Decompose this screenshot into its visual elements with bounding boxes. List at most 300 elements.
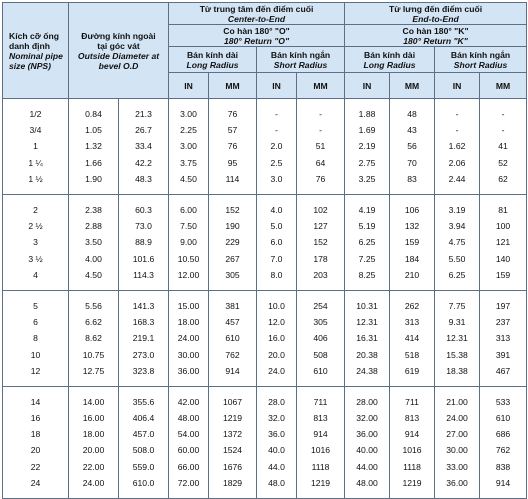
spacer-cell (257, 194, 297, 202)
spacer-cell (297, 187, 345, 195)
value-cell: 6.62 (69, 314, 119, 330)
nps-cell: 22 (3, 459, 69, 475)
spacer-cell (169, 99, 209, 107)
spacer-cell (390, 99, 435, 107)
value-cell: 1524 (209, 442, 257, 458)
table-row (3, 155, 527, 171)
unit-header-cell: IN (257, 73, 297, 99)
value-cell: 95 (209, 155, 257, 171)
value-cell: 711 (297, 394, 345, 410)
value-cell: 1.90 (69, 171, 119, 187)
value-cell: 323.8 (119, 363, 169, 379)
spacer-cell (69, 290, 119, 298)
value-cell: 12.00 (169, 267, 209, 283)
value-cell: 12.31 (345, 314, 390, 330)
value-cell: 12.31 (435, 330, 480, 346)
spacer-cell (209, 187, 257, 195)
value-cell: 28.0 (257, 394, 297, 410)
value-cell: 6.25 (345, 234, 390, 250)
spacer-cell (3, 283, 69, 291)
value-cell: 3.00 (169, 106, 209, 122)
value-cell: 2.38 (69, 202, 119, 218)
value-cell: 101.6 (119, 251, 169, 267)
nps-cell: 8 (3, 330, 69, 346)
value-cell: 813 (390, 410, 435, 426)
value-cell: 30.00 (435, 442, 480, 458)
value-cell: 1676 (209, 459, 257, 475)
nps-cell: 2 (3, 202, 69, 218)
spacer-cell (257, 379, 297, 387)
unit-header-cell: MM (390, 73, 435, 99)
spacer-cell (435, 194, 480, 202)
table-row (3, 267, 527, 283)
value-cell: 83 (390, 171, 435, 187)
spacer-cell (345, 99, 390, 107)
spacer-cell (390, 491, 435, 499)
value-cell: 6.0 (257, 234, 297, 250)
value-cell: 305 (297, 314, 345, 330)
value-cell: 16.00 (69, 410, 119, 426)
value-cell: 203 (297, 267, 345, 283)
value-cell: - (257, 122, 297, 138)
value-cell: 40.0 (257, 442, 297, 458)
spacer-cell (390, 283, 435, 291)
value-cell: 32.00 (345, 410, 390, 426)
value-cell: 178 (297, 251, 345, 267)
spacer-cell (345, 491, 390, 499)
spacer-cell (435, 290, 480, 298)
value-cell: 518 (390, 346, 435, 362)
value-cell: 2.25 (169, 122, 209, 138)
spacer-cell (119, 290, 169, 298)
value-cell: 48 (390, 106, 435, 122)
value-cell: 2.75 (345, 155, 390, 171)
value-cell: 18.00 (169, 314, 209, 330)
value-cell: 838 (480, 459, 527, 475)
value-cell: 8.0 (257, 267, 297, 283)
table-row (3, 234, 527, 250)
spacer-cell (209, 290, 257, 298)
value-cell: 76 (209, 106, 257, 122)
value-cell: 9.31 (435, 314, 480, 330)
value-cell: 508.0 (119, 442, 169, 458)
spacer-cell (480, 283, 527, 291)
value-cell: 610 (297, 363, 345, 379)
nps-cell: 1 ¼ (3, 155, 69, 171)
value-cell: 24.0 (257, 363, 297, 379)
spacer-cell (480, 379, 527, 387)
center-to-end-header: Từ trung tâm đến điểm cuối Center-to-End (169, 3, 345, 25)
spacer-cell (435, 99, 480, 107)
value-cell: 44.00 (345, 459, 390, 475)
value-cell: 197 (480, 298, 527, 314)
value-cell: 2.19 (345, 138, 390, 154)
value-cell: 2.0 (257, 138, 297, 154)
spacer-cell (480, 290, 527, 298)
value-cell: 619 (390, 363, 435, 379)
value-cell: 5.19 (345, 218, 390, 234)
value-cell: 40.00 (345, 442, 390, 458)
value-cell: 914 (390, 426, 435, 442)
value-cell: 24.38 (345, 363, 390, 379)
group-spacer (3, 491, 527, 499)
table-row (3, 363, 527, 379)
value-cell: 457 (209, 314, 257, 330)
table-row (3, 298, 527, 314)
value-cell: 22.00 (69, 459, 119, 475)
value-cell: 24.00 (169, 330, 209, 346)
nps-cell: 4 (3, 267, 69, 283)
spacer-cell (480, 99, 527, 107)
nps-cell: 6 (3, 314, 69, 330)
group-spacer (3, 187, 527, 195)
ete-short-radius-header: Bán kính ngắn Short Radius (435, 47, 527, 73)
value-cell: 127 (297, 218, 345, 234)
spacer-cell (257, 386, 297, 394)
value-cell: 4.50 (169, 171, 209, 187)
table-row (3, 122, 527, 138)
table-row (3, 251, 527, 267)
value-cell: - (435, 122, 480, 138)
value-cell: 5.56 (69, 298, 119, 314)
value-cell: 72.00 (169, 475, 209, 491)
nps-cell: 18 (3, 426, 69, 442)
value-cell: 21.00 (435, 394, 480, 410)
value-cell: 7.25 (345, 251, 390, 267)
value-cell: 57 (209, 122, 257, 138)
group-spacer (3, 194, 527, 202)
value-cell: 686 (480, 426, 527, 442)
value-cell: 51 (297, 138, 345, 154)
spacer-cell (169, 290, 209, 298)
value-cell: 914 (209, 363, 257, 379)
value-cell: 1016 (297, 442, 345, 458)
value-cell: 1219 (209, 410, 257, 426)
value-cell: 229 (209, 234, 257, 250)
spacer-cell (297, 491, 345, 499)
spacer-cell (69, 379, 119, 387)
value-cell: 10.31 (345, 298, 390, 314)
value-cell: 508 (297, 346, 345, 362)
spacer-cell (297, 290, 345, 298)
value-cell: 467 (480, 363, 527, 379)
value-cell: 1.62 (435, 138, 480, 154)
nps-cell: 1/2 (3, 106, 69, 122)
value-cell: 30.00 (169, 346, 209, 362)
table-row (3, 410, 527, 426)
spacer-cell (69, 386, 119, 394)
value-cell: 141.3 (119, 298, 169, 314)
value-cell: 16.0 (257, 330, 297, 346)
value-cell: 152 (297, 234, 345, 250)
unit-header-cell: MM (480, 73, 527, 99)
spacer-cell (169, 283, 209, 291)
nps-cell: 20 (3, 442, 69, 458)
value-cell: - (435, 106, 480, 122)
nps-cell: 14 (3, 394, 69, 410)
spacer-cell (390, 379, 435, 387)
value-cell: 1118 (390, 459, 435, 475)
spacer-cell (69, 187, 119, 195)
value-cell: 7.50 (169, 218, 209, 234)
value-cell: 1118 (297, 459, 345, 475)
value-cell: 391 (480, 346, 527, 362)
value-cell: 42.00 (169, 394, 209, 410)
table-row (3, 394, 527, 410)
value-cell: 4.50 (69, 267, 119, 283)
spacer-cell (69, 99, 119, 107)
nps-cell: 3 ½ (3, 251, 69, 267)
value-cell: 262 (390, 298, 435, 314)
spacer-cell (119, 379, 169, 387)
value-cell: 168.3 (119, 314, 169, 330)
value-cell: 0.84 (69, 106, 119, 122)
value-cell: 48.3 (119, 171, 169, 187)
value-cell: 1.05 (69, 122, 119, 138)
spacer-cell (169, 187, 209, 195)
value-cell: - (257, 106, 297, 122)
unit-header-cell: MM (209, 73, 257, 99)
value-cell: 76 (209, 138, 257, 154)
spacer-cell (169, 194, 209, 202)
outside-diameter-column-header: Đường kính ngoài tại góc vát Outside Diameter at bevel O.D (69, 3, 169, 99)
value-cell: 10.0 (257, 298, 297, 314)
value-cell: 762 (209, 346, 257, 362)
value-cell: 43 (390, 122, 435, 138)
value-cell: 3.25 (345, 171, 390, 187)
table-header (3, 3, 527, 99)
unit-header-cell: MM (297, 73, 345, 99)
value-cell: - (480, 106, 527, 122)
nps-cell: 12 (3, 363, 69, 379)
group-spacer (3, 379, 527, 387)
spacer-cell (3, 187, 69, 195)
spacer-cell (435, 379, 480, 387)
unit-header-cell: IN (169, 73, 209, 99)
value-cell: - (297, 106, 345, 122)
value-cell: 60.3 (119, 202, 169, 218)
spacer-cell (390, 187, 435, 195)
spacer-cell (119, 187, 169, 195)
spacer-cell (345, 283, 390, 291)
value-cell: 219.1 (119, 330, 169, 346)
value-cell: 36.00 (435, 475, 480, 491)
spacer-cell (209, 386, 257, 394)
spacer-cell (209, 194, 257, 202)
value-cell: 457.0 (119, 426, 169, 442)
value-cell: 190 (209, 218, 257, 234)
value-cell: - (297, 122, 345, 138)
value-cell: 41 (480, 138, 527, 154)
spacer-cell (3, 379, 69, 387)
value-cell: 711 (390, 394, 435, 410)
cte-short-radius-header: Bán kính ngắn Short Radius (257, 47, 345, 73)
value-cell: 28.00 (345, 394, 390, 410)
spacer-cell (69, 491, 119, 499)
spacer-cell (69, 194, 119, 202)
value-cell: 7.75 (435, 298, 480, 314)
value-cell: 3.94 (435, 218, 480, 234)
value-cell: 10.50 (169, 251, 209, 267)
value-cell: 121 (480, 234, 527, 250)
value-cell: 52 (480, 155, 527, 171)
value-cell: 54.00 (169, 426, 209, 442)
value-cell: 64 (297, 155, 345, 171)
table-row (3, 442, 527, 458)
value-cell: 414 (390, 330, 435, 346)
spacer-cell (257, 290, 297, 298)
value-cell: 381 (209, 298, 257, 314)
spacer-cell (297, 379, 345, 387)
spacer-cell (169, 379, 209, 387)
spacer-cell (297, 194, 345, 202)
value-cell: 21.3 (119, 106, 169, 122)
value-cell: 42.2 (119, 155, 169, 171)
spacer-cell (69, 283, 119, 291)
value-cell: 36.00 (345, 426, 390, 442)
spacer-cell (297, 386, 345, 394)
group-spacer (3, 99, 527, 107)
nps-cell: 16 (3, 410, 69, 426)
value-cell: 914 (480, 475, 527, 491)
value-cell: 152 (209, 202, 257, 218)
spacer-cell (257, 187, 297, 195)
spacer-cell (435, 386, 480, 394)
value-cell: 6.25 (435, 267, 480, 283)
nps-cell: 1 ½ (3, 171, 69, 187)
value-cell: 100 (480, 218, 527, 234)
table-row (3, 314, 527, 330)
spacer-cell (345, 379, 390, 387)
spacer-cell (345, 187, 390, 195)
spacer-cell (119, 194, 169, 202)
table-row (3, 106, 527, 122)
value-cell: 533 (480, 394, 527, 410)
spacer-cell (3, 194, 69, 202)
spacer-cell (209, 283, 257, 291)
table-body (3, 99, 527, 499)
value-cell: 20.0 (257, 346, 297, 362)
value-cell: 5.50 (435, 251, 480, 267)
unit-header-cell: IN (435, 73, 480, 99)
value-cell: 7.0 (257, 251, 297, 267)
value-cell: 132 (390, 218, 435, 234)
nps-cell: 10 (3, 346, 69, 362)
value-cell: 1219 (297, 475, 345, 491)
value-cell: 3.19 (435, 202, 480, 218)
value-cell: 3.50 (69, 234, 119, 250)
value-cell: 10.75 (69, 346, 119, 362)
value-cell: 20.00 (69, 442, 119, 458)
spacer-cell (169, 491, 209, 499)
value-cell: 16.31 (345, 330, 390, 346)
value-cell: 76 (297, 171, 345, 187)
table-row (3, 475, 527, 491)
value-cell: 24.00 (435, 410, 480, 426)
spacer-cell (119, 386, 169, 394)
value-cell: 27.00 (435, 426, 480, 442)
value-cell: 66.00 (169, 459, 209, 475)
table-row (3, 459, 527, 475)
spacer-cell (345, 386, 390, 394)
value-cell: 70 (390, 155, 435, 171)
nps-cell: 5 (3, 298, 69, 314)
value-cell: 140 (480, 251, 527, 267)
table-row (3, 330, 527, 346)
value-cell: 1.66 (69, 155, 119, 171)
value-cell: 73.0 (119, 218, 169, 234)
spacer-cell (435, 187, 480, 195)
value-cell: 762 (480, 442, 527, 458)
nps-cell: 1 (3, 138, 69, 154)
pipe-return-dimension-table-container (2, 2, 526, 488)
table-row (3, 202, 527, 218)
spacer-cell (345, 194, 390, 202)
value-cell: 8.62 (69, 330, 119, 346)
value-cell: 5.0 (257, 218, 297, 234)
spacer-cell (3, 290, 69, 298)
value-cell: 48.00 (345, 475, 390, 491)
value-cell: 60.00 (169, 442, 209, 458)
spacer-cell (435, 283, 480, 291)
value-cell: 3.75 (169, 155, 209, 171)
spacer-cell (390, 290, 435, 298)
nps-cell: 3/4 (3, 122, 69, 138)
value-cell: 48.0 (257, 475, 297, 491)
spacer-cell (119, 99, 169, 107)
value-cell: 406.4 (119, 410, 169, 426)
value-cell: 20.38 (345, 346, 390, 362)
value-cell: 610.0 (119, 475, 169, 491)
value-cell: 1372 (209, 426, 257, 442)
value-cell: 114 (209, 171, 257, 187)
nps-cell: 24 (3, 475, 69, 491)
value-cell: 24.00 (69, 475, 119, 491)
table-row (3, 426, 527, 442)
value-cell: 32.0 (257, 410, 297, 426)
spacer-cell (209, 491, 257, 499)
value-cell: 305 (209, 267, 257, 283)
value-cell: 406 (297, 330, 345, 346)
value-cell: 1219 (390, 475, 435, 491)
spacer-cell (297, 283, 345, 291)
spacer-cell (119, 491, 169, 499)
value-cell: 610 (480, 410, 527, 426)
value-cell: 1829 (209, 475, 257, 491)
value-cell: 267 (209, 251, 257, 267)
value-cell: - (480, 122, 527, 138)
spacer-cell (3, 99, 69, 107)
value-cell: 9.00 (169, 234, 209, 250)
value-cell: 355.6 (119, 394, 169, 410)
value-cell: 914 (297, 426, 345, 442)
spacer-cell (390, 386, 435, 394)
value-cell: 2.88 (69, 218, 119, 234)
value-cell: 254 (297, 298, 345, 314)
return-k-subheader: Co hàn 180° "K" 180° Return "K" (345, 25, 527, 47)
spacer-cell (3, 491, 69, 499)
value-cell: 106 (390, 202, 435, 218)
value-cell: 18.38 (435, 363, 480, 379)
spacer-cell (257, 283, 297, 291)
nps-cell: 3 (3, 234, 69, 250)
value-cell: 81 (480, 202, 527, 218)
value-cell: 313 (480, 330, 527, 346)
spacer-cell (119, 283, 169, 291)
value-cell: 210 (390, 267, 435, 283)
table-row (3, 138, 527, 154)
spacer-cell (480, 491, 527, 499)
